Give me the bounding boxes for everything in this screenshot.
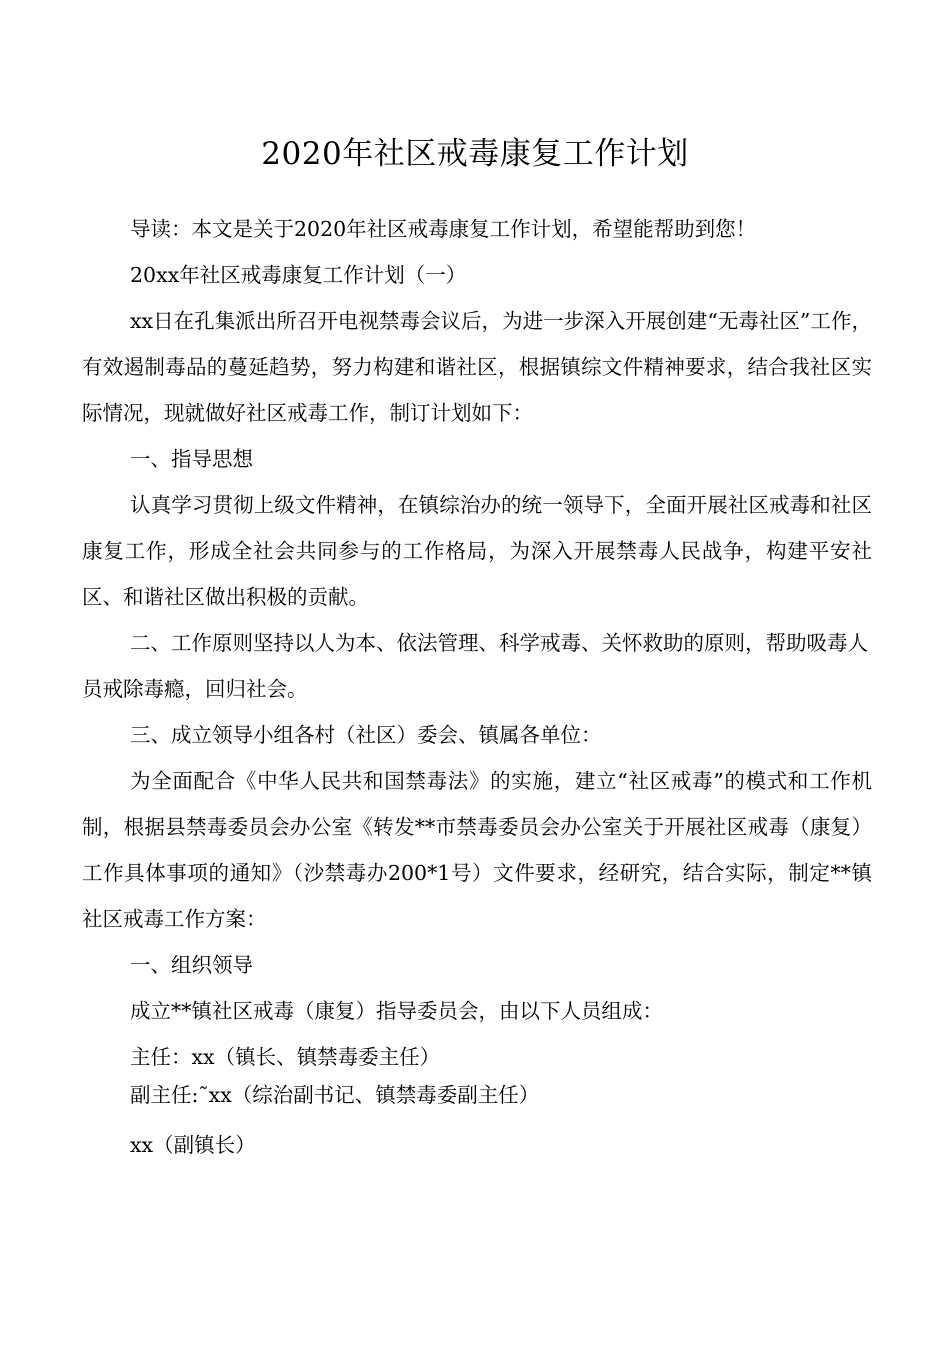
guiding-thought-paragraph: 认真学习贯彻上级文件精神，在镇综治办的统一领导下，全面开展社区戒毒和社区康复工作，形成全社会共同参与的工作格局，为深入开展禁毒人民战争，构建平安社区、和谐社区做出积极的贡献。 (82, 493, 872, 609)
plan-heading: 20xx年社区戒毒康复工作计划（一） (130, 263, 467, 287)
deputy-director-line: 副主任:˜xx（综治副书记、镇禁毒委副主任） (130, 1083, 540, 1107)
opening-paragraph: xx日在孔集派出所召开电视禁毒会议后，为进一步深入开展创建“无毒社区”工作，有效遏制毒品的蔓延趋势，努力构建和谐社区，根据镇综文件精神要求，结合我社区实际情况，现就做好社区戒毒工作，制订计划如下： (82, 309, 872, 425)
vice-mayor-line: xx（副镇长） (130, 1133, 256, 1157)
document-title: 2020年社区戒毒康复工作计划 (261, 136, 689, 172)
work-principle-paragraph: 二、工作原则坚持以人为本、依法管理、科学戒毒、关怀救助的原则，帮助吸毒人 (130, 631, 868, 655)
implementation-paragraph: 为全面配合《中华人民共和国禁毒法》的实施，建立“社区戒毒”的模式和工作机制，根据县禁毒委员会办公室《转发**市禁毒委员会办公室关于开展社区戒毒（康复）工作具体事项的通知》（沙禁毒办200*1号）文件要求，经研究，结合实际，制定**镇社区戒毒工作方案： (82, 769, 872, 931)
section-heading-organization: 一、组织领导 (130, 953, 253, 977)
intro-paragraph: 导读：本文是关于2020年社区戒毒康复工作计划，希望能帮助到您！ (130, 217, 757, 241)
section-heading-guiding-thought: 一、指导思想 (130, 447, 253, 471)
work-principle-continuation: 员戒除毒瘾，回归社会。 (82, 677, 308, 701)
director-line: 主任：xx（镇长、镇禁毒委主任） (130, 1045, 441, 1069)
committee-paragraph: 成立**镇社区戒毒（康复）指导委员会，由以下人员组成： (130, 999, 663, 1023)
section-heading-leadership-group: 三、成立领导小组各村（社区）委会、镇属各单位： (130, 723, 602, 747)
document-body (82, 206, 872, 1168)
